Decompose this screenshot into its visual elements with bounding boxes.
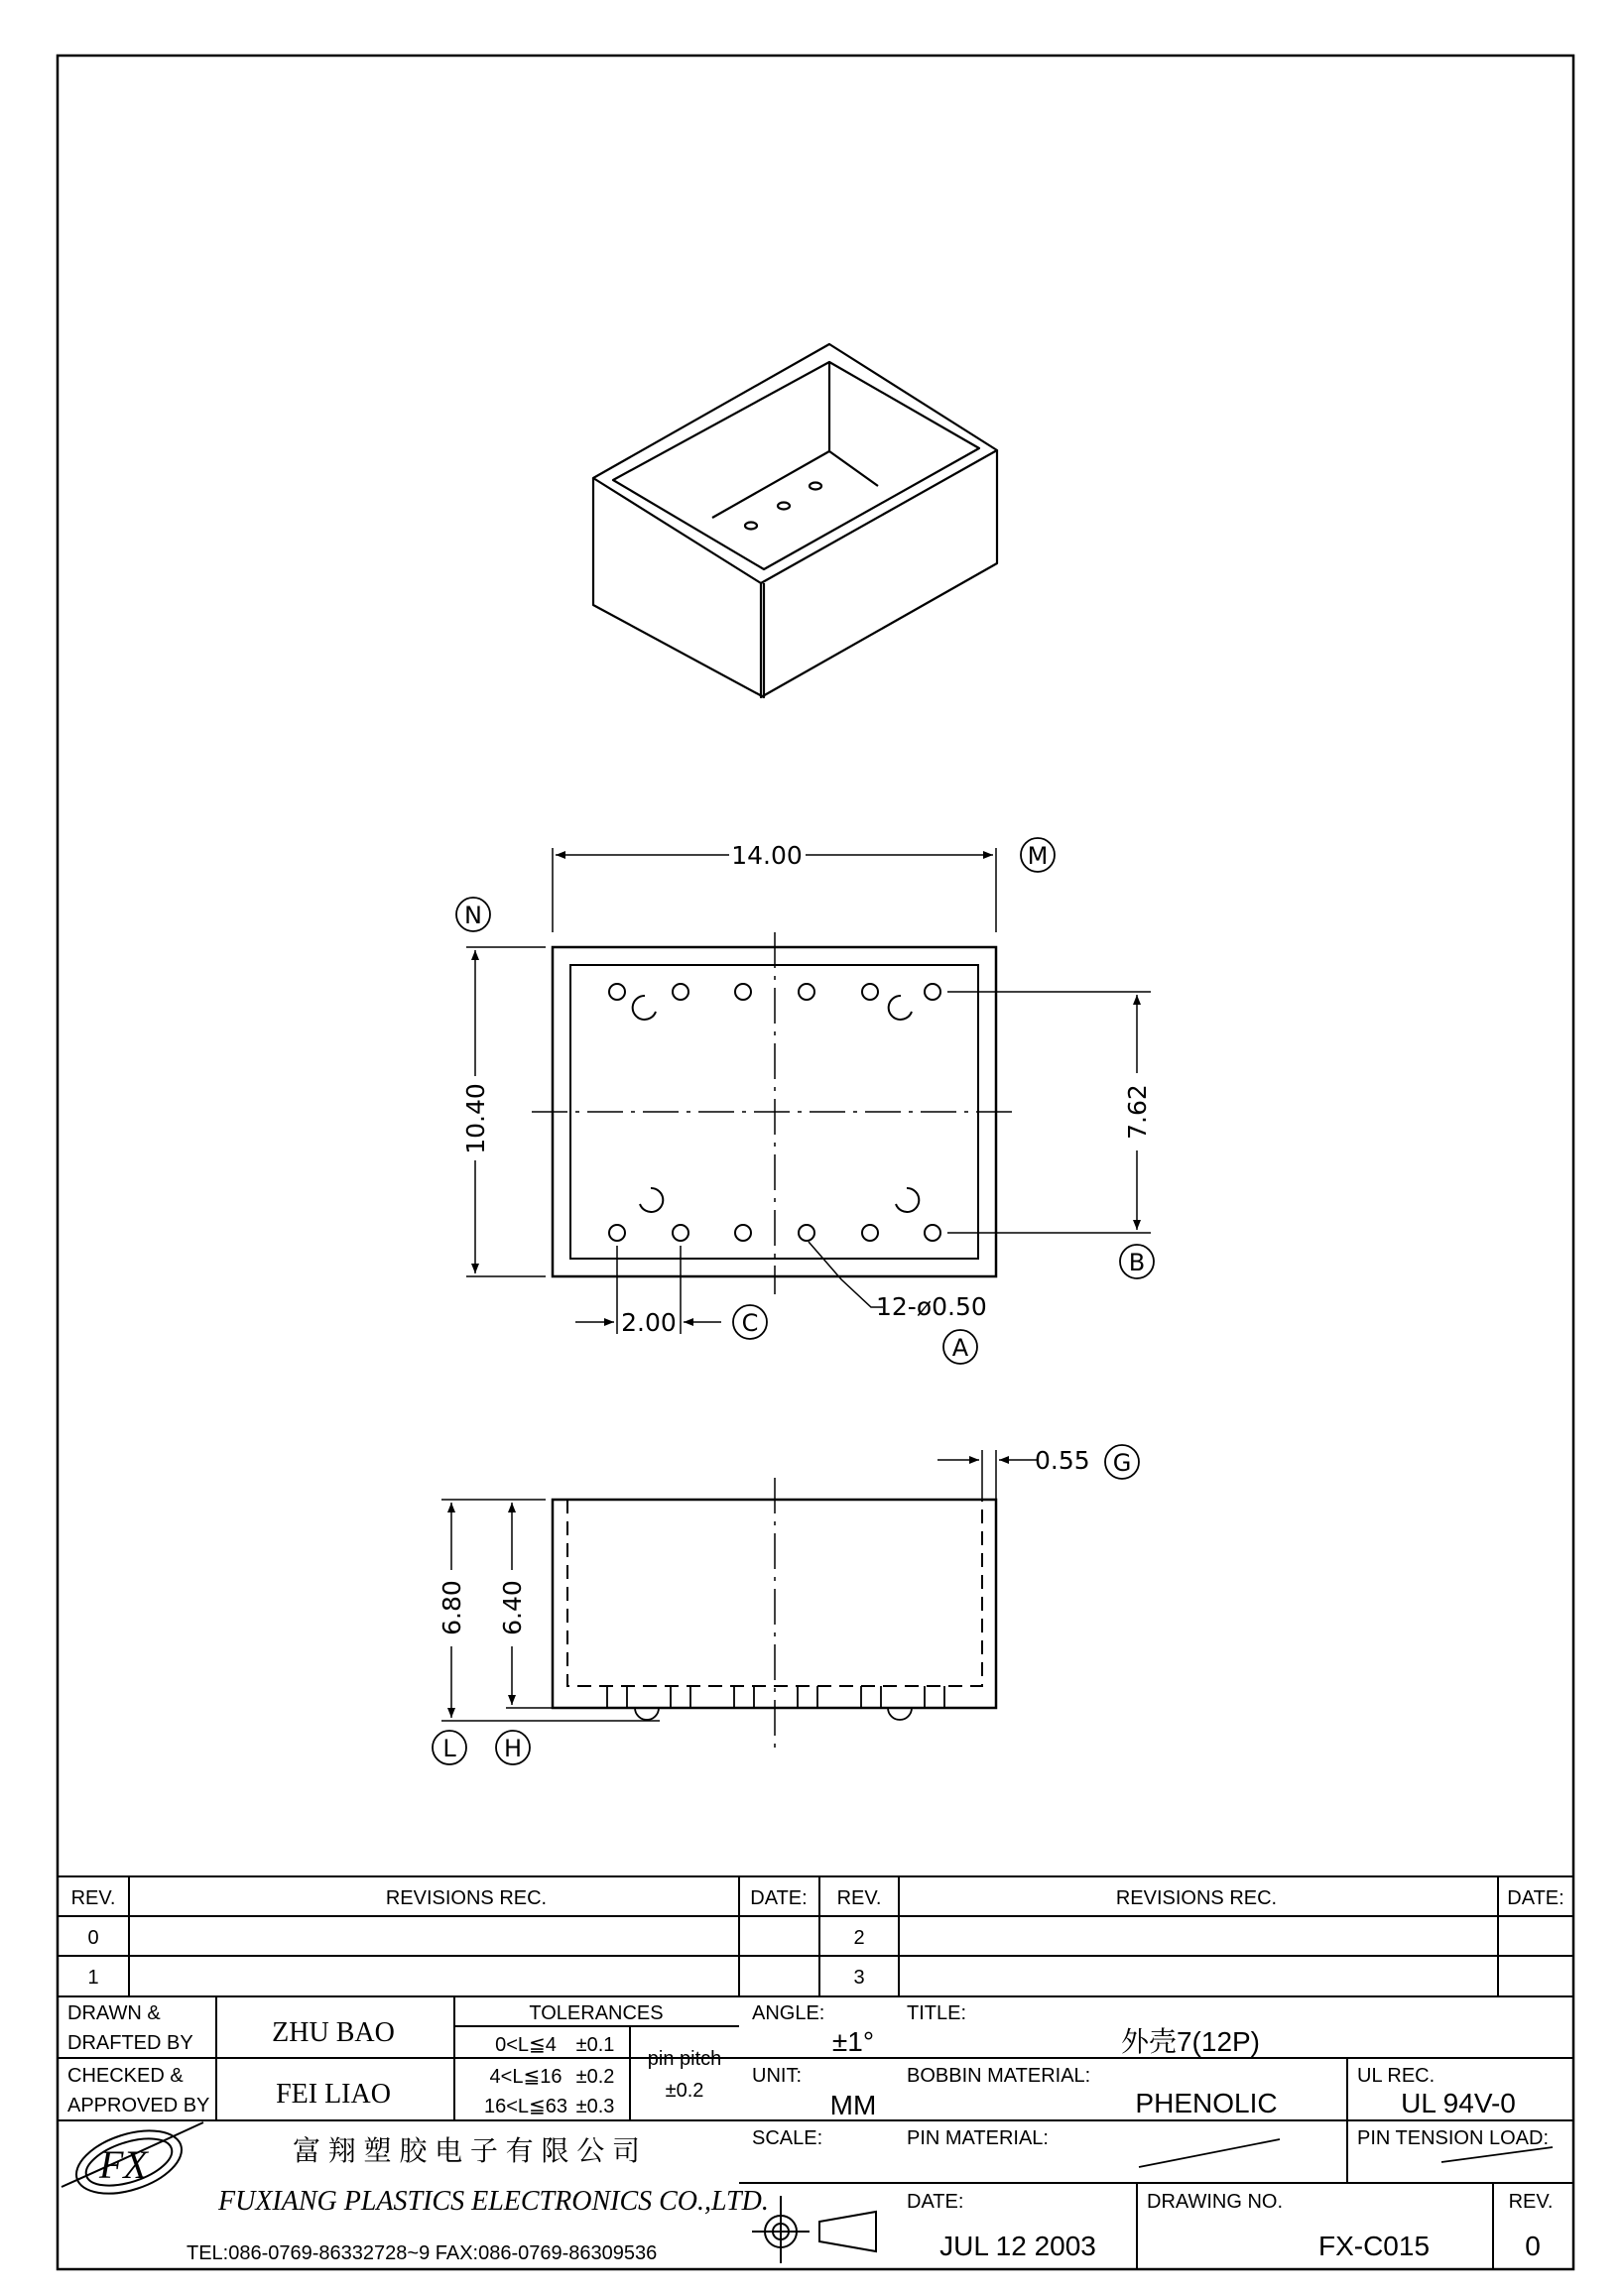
tol-value-1: ±0.1 <box>575 2034 615 2056</box>
date-value: JUL 12 2003 <box>939 2231 1096 2261</box>
location-hole <box>640 1188 663 1212</box>
dim-height-10-40: 10.40 <box>461 1083 490 1154</box>
dim-pin-pitch-2-00: 2.00 <box>621 1308 677 1337</box>
angle-label: ANGLE: <box>752 2002 825 2024</box>
tolerances-header: TOLERANCES <box>529 2002 664 2024</box>
pin-material-label: PIN MATERIAL: <box>907 2127 1049 2149</box>
tol-value-2: ±0.2 <box>575 2066 615 2088</box>
datum-h <box>496 1731 530 1764</box>
drawing-no-label: DRAWING NO. <box>1147 2191 1284 2213</box>
pin-pitch-label: pin pitch <box>647 2048 722 2070</box>
svg-text:M: M <box>1027 842 1049 870</box>
approved-by-value: FEI LIAO <box>276 2079 391 2110</box>
sheet-border <box>58 56 1573 2269</box>
datum-g <box>1105 1445 1139 1479</box>
pin-hole <box>609 1225 625 1241</box>
ul-rec-value: UL 94V-0 <box>1401 2088 1516 2118</box>
iso-pin-hole <box>810 483 821 490</box>
rev-label: REV. <box>1508 2191 1554 2213</box>
approved-label: APPROVED BY <box>67 2095 210 2116</box>
pin-hole <box>735 1225 751 1241</box>
datum-m <box>1021 838 1055 872</box>
unit-value: MM <box>829 2090 877 2120</box>
pin-tension-label: PIN TENSION LOAD: <box>1357 2127 1550 2149</box>
svg-text:A: A <box>951 1334 969 1362</box>
tol-range-2: 4<L≦16 <box>489 2066 562 2088</box>
iso-pin-hole <box>745 523 757 530</box>
dim-inner-height-6-40: 6.40 <box>498 1580 527 1635</box>
location-hole <box>633 996 656 1020</box>
datum-bubbles <box>433 838 1154 1764</box>
dim-wall-0-55: 0.55 <box>1035 1446 1090 1475</box>
date-label: DATE: <box>907 2191 964 2213</box>
drawn-by-value: ZHU BAO <box>272 2017 395 2048</box>
company-name-en: FUXIANG PLASTICS ELECTRONICS CO.,LTD. <box>218 2186 769 2217</box>
drawn-label: DRAWN & <box>67 2002 161 2024</box>
unit-label: UNIT: <box>752 2065 802 2087</box>
company-logo <box>62 2118 203 2205</box>
location-hole <box>896 1188 919 1212</box>
pin-hole <box>862 984 878 1000</box>
rev-row-0: 0 <box>87 1927 99 1949</box>
svg-text:N: N <box>464 902 482 929</box>
dim-total-height-6-80: 6.80 <box>437 1580 466 1635</box>
pin-hole <box>673 984 688 1000</box>
rev-header-right: REV. <box>836 1887 882 1909</box>
angle-value: ±1° <box>831 2026 875 2057</box>
title-label: TITLE: <box>907 2002 967 2024</box>
pin-hole <box>925 1225 940 1241</box>
rev-row-2: 2 <box>853 1927 865 1949</box>
revisions-header-left: REVISIONS REC. <box>385 1887 548 1909</box>
svg-text:FX: FX <box>99 2142 148 2187</box>
tol-range-1: 0<L≦4 <box>495 2034 557 2056</box>
date-header-right: DATE: <box>1507 1887 1564 1909</box>
company-contact: TEL:086-0769-86332728~9 FAX:086-0769-86309536 <box>187 2242 658 2264</box>
pin-pitch-tolerance: ±0.2 <box>665 2080 704 2102</box>
title-value: 外壳7(12P) <box>1120 2026 1261 2057</box>
standoff <box>888 1708 912 1720</box>
svg-text:H: H <box>503 1735 523 1762</box>
pin-hole <box>735 984 751 1000</box>
pin-diameter-note: 12-ø0.50 <box>876 1292 987 1321</box>
svg-text:B: B <box>1128 1249 1146 1276</box>
rev-row-1: 1 <box>87 1967 99 1989</box>
dim-width-14: 14.00 <box>731 841 803 870</box>
drawing-no-value: FX-C015 <box>1317 2231 1431 2261</box>
svg-text:L: L <box>442 1735 456 1762</box>
rev-row-3: 3 <box>853 1967 865 1989</box>
revisions-header-right: REVISIONS REC. <box>1115 1887 1278 1909</box>
dim-row-spacing-7-62: 7.62 <box>1123 1084 1152 1140</box>
pin-hole <box>862 1225 878 1241</box>
company-name-cn: 富 翔 塑 胶 电 子 有 限 公 司 <box>292 2135 641 2166</box>
datum-l <box>433 1731 466 1764</box>
side-view <box>437 1446 1090 1751</box>
bobbin-material-label: BOBBIN MATERIAL: <box>907 2065 1091 2087</box>
rev-value: 0 <box>1525 2231 1541 2261</box>
standoff <box>635 1708 659 1720</box>
iso-pin-hole <box>778 503 790 510</box>
tol-range-3: 16<L≦63 <box>483 2096 568 2117</box>
datum-n <box>456 898 490 931</box>
datum-b <box>1120 1245 1154 1278</box>
bobbin-material-value: PHENOLIC <box>1135 2088 1278 2118</box>
isometric-view <box>593 344 997 697</box>
location-hole <box>889 996 912 1020</box>
rev-header-left: REV. <box>70 1887 116 1909</box>
pin-hole <box>799 1225 814 1241</box>
svg-text:C: C <box>741 1309 759 1337</box>
ul-rec-label: UL REC. <box>1357 2065 1436 2087</box>
drafted-label: DRAFTED BY <box>67 2032 193 2054</box>
tol-value-3: ±0.3 <box>575 2096 615 2117</box>
pin-hole <box>925 984 940 1000</box>
datum-c <box>733 1305 767 1339</box>
scale-label: SCALE: <box>752 2127 823 2149</box>
top-view <box>461 841 1152 1337</box>
pin-hole <box>673 1225 688 1241</box>
checked-label: CHECKED & <box>67 2065 184 2087</box>
pin-hole <box>799 984 814 1000</box>
date-header-left: DATE: <box>750 1887 808 1909</box>
pin-hole <box>609 984 625 1000</box>
datum-a <box>943 1330 977 1364</box>
svg-text:G: G <box>1112 1449 1132 1477</box>
